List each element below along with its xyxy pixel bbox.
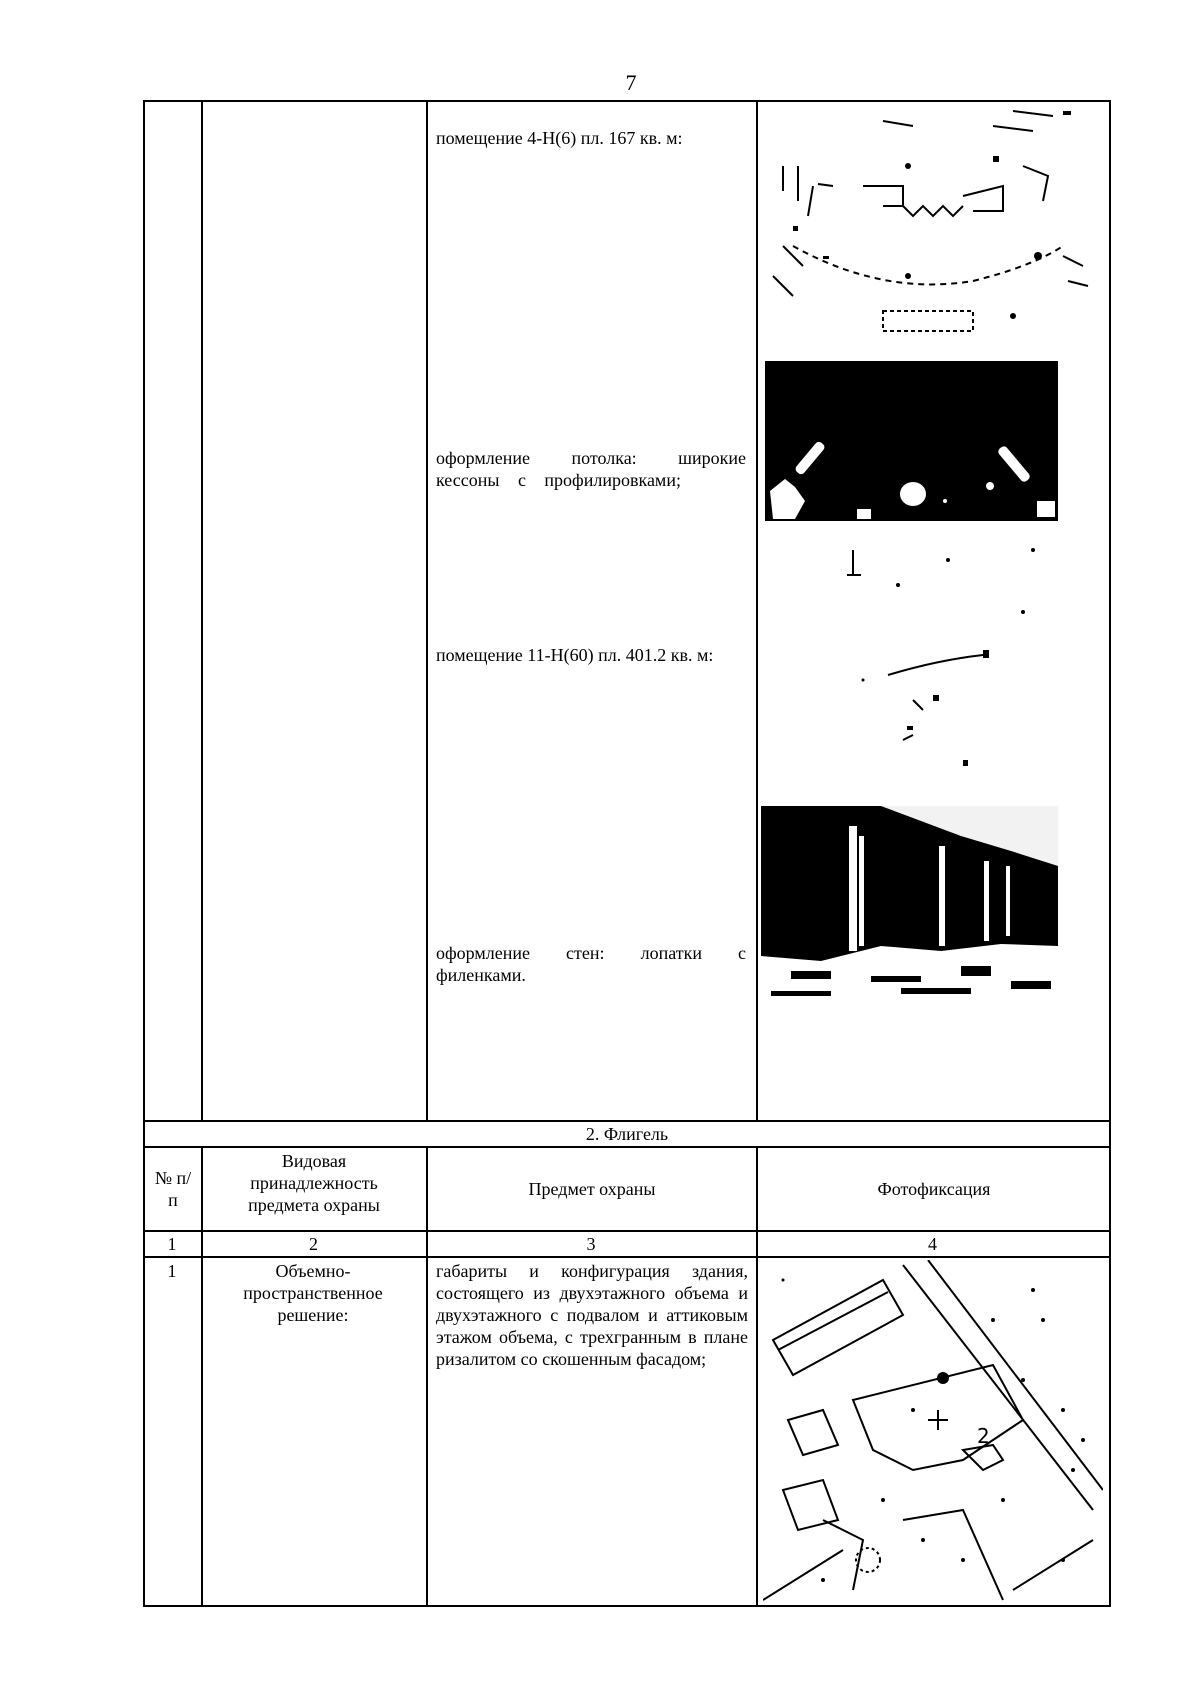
room-11h60-text: помещение 11-Н(60) пл. 401.2 кв. м: [436,645,714,665]
col-divider-2 [426,100,428,1120]
hall-with-pilasters-image [761,806,1058,1004]
col-number-2: 2 [309,1234,318,1254]
table-border-left [143,100,145,1607]
floor-plan-4h6-image [763,106,1103,346]
section-row-bottom [143,1146,1111,1148]
col-number-4: 4 [928,1234,937,1254]
table-border-bottom [143,1605,1111,1607]
ceiling-decor-text: оформление потолка: широкие кессоны с профилировками; [436,448,746,490]
section-title: 2. Флигель [585,1124,669,1144]
room-4h6-text: помещение 4-Н(6) пл. 167 кв. м: [436,128,683,148]
header-subject: Предмет охраны [528,1179,656,1199]
header-type: Видовая принадлежность предмета охраны [248,1151,380,1215]
header-photo: Фотофиксация [877,1179,991,1199]
col-divider-2-lower [426,1146,428,1607]
col-number-3: 3 [586,1234,596,1254]
page-number: 7 [625,70,637,95]
col-divider-1-lower [201,1146,203,1607]
col-divider-3-lower [756,1146,758,1607]
section-row-top [143,1120,1111,1122]
table-border-right [1109,100,1111,1607]
header-num: № п/п [154,1168,192,1210]
row-num: 1 [167,1261,177,1281]
col-divider-3 [756,100,758,1120]
heritage-table [143,100,1111,1607]
ceiling-photo-image [765,361,1058,521]
header-row-bottom [143,1230,1111,1232]
row-type: Объемно-пространственное решение: [243,1261,383,1325]
colnum-row-bottom [143,1256,1111,1258]
floor-plan-11h60-image [803,540,1073,770]
col-divider-1 [201,100,203,1120]
col-number-1: 1 [167,1234,177,1254]
table-border-top [143,100,1111,102]
wall-decor-text: оформление стен: лопатки с филенками. [436,943,746,985]
svg-text:2: 2 [977,1424,990,1448]
row-subject: габариты и конфигурация здания, состоящего из двухэтажного объема и двухэтажного с подвалом и аттиковым этажом объема, с трехгранным в плане ризалитом со скошенным фасадом; [436,1261,748,1369]
site-map-image [763,1260,1103,1603]
